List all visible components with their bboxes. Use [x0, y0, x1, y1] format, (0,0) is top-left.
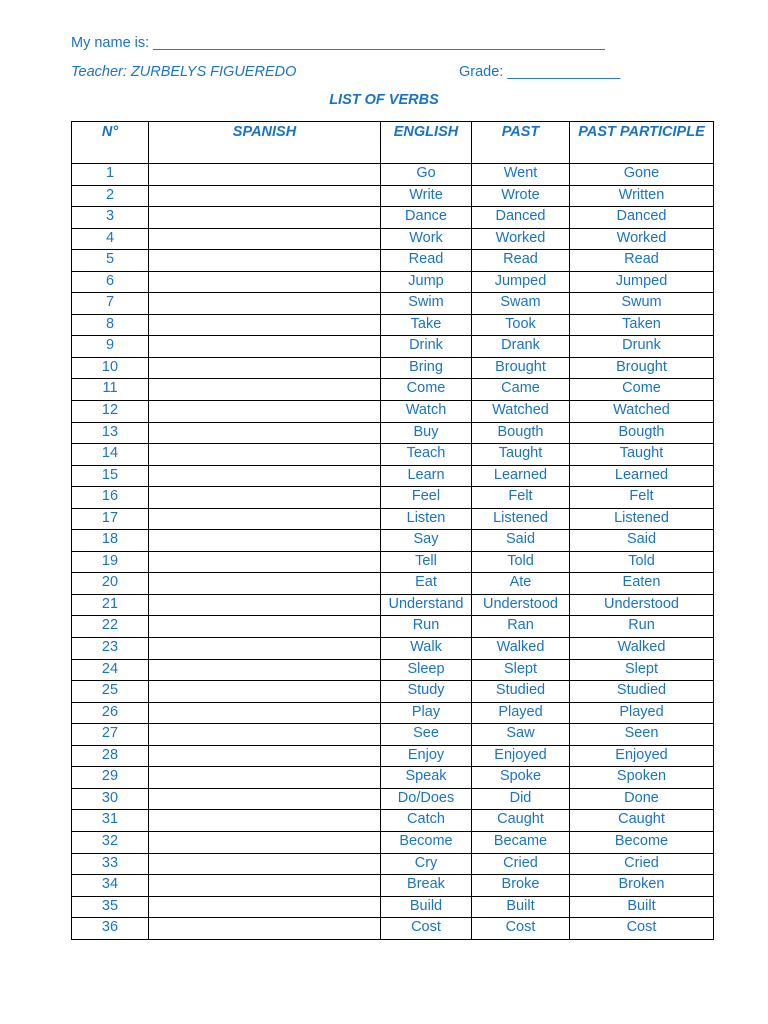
- table-row: [72, 422, 714, 444]
- english-cell: Jump: [381, 271, 472, 293]
- row-number: 35: [72, 896, 149, 918]
- english-cell: Become: [381, 831, 472, 853]
- past-cell: Caught: [472, 810, 570, 832]
- spanish-cell[interactable]: [149, 336, 381, 358]
- english-cell: Bring: [381, 357, 472, 379]
- past-participle-cell: Read: [570, 250, 714, 272]
- english-cell: Do/Does: [381, 788, 472, 810]
- past-participle-cell: Become: [570, 831, 714, 853]
- past-cell: Walked: [472, 638, 570, 660]
- row-number: 36: [72, 918, 149, 940]
- spanish-cell[interactable]: [149, 594, 381, 616]
- english-cell: Buy: [381, 422, 472, 444]
- past-cell: Played: [472, 702, 570, 724]
- row-number: 24: [72, 659, 149, 681]
- spanish-cell[interactable]: [149, 659, 381, 681]
- past-participle-cell: Watched: [570, 401, 714, 423]
- row-number: 19: [72, 551, 149, 573]
- spanish-cell[interactable]: [149, 487, 381, 509]
- past-cell: Ran: [472, 616, 570, 638]
- past-cell: Understood: [472, 594, 570, 616]
- row-number: 34: [72, 875, 149, 897]
- verbs-table: [71, 121, 714, 940]
- spanish-cell[interactable]: [149, 896, 381, 918]
- past-participle-cell: Listened: [570, 508, 714, 530]
- row-number: 13: [72, 422, 149, 444]
- table-row: [72, 293, 714, 315]
- past-participle-cell: Learned: [570, 465, 714, 487]
- column-header-past-participle: PAST PARTICIPLE: [570, 122, 714, 164]
- english-cell: Take: [381, 314, 472, 336]
- english-cell: Read: [381, 250, 472, 272]
- spanish-cell[interactable]: [149, 767, 381, 789]
- english-cell: Speak: [381, 767, 472, 789]
- table-row: [72, 271, 714, 293]
- table-row: [72, 702, 714, 724]
- table-row: [72, 164, 714, 186]
- spanish-cell[interactable]: [149, 681, 381, 703]
- row-number: 5: [72, 250, 149, 272]
- past-participle-cell: Caught: [570, 810, 714, 832]
- past-cell: Read: [472, 250, 570, 272]
- table-row: [72, 228, 714, 250]
- past-participle-cell: Spoken: [570, 767, 714, 789]
- table-row: [72, 659, 714, 681]
- past-cell: Drank: [472, 336, 570, 358]
- spanish-cell[interactable]: [149, 185, 381, 207]
- row-number: 4: [72, 228, 149, 250]
- table-row: [72, 875, 714, 897]
- english-cell: Come: [381, 379, 472, 401]
- english-cell: Catch: [381, 810, 472, 832]
- table-row: [72, 465, 714, 487]
- past-participle-cell: Jumped: [570, 271, 714, 293]
- past-cell: Broke: [472, 875, 570, 897]
- name-field-label: My name is: ________________________________________________________: [71, 35, 605, 51]
- spanish-cell[interactable]: [149, 831, 381, 853]
- english-cell: Eat: [381, 573, 472, 595]
- past-participle-cell: Worked: [570, 228, 714, 250]
- table-row: [72, 745, 714, 767]
- past-participle-cell: Slept: [570, 659, 714, 681]
- past-cell: Cost: [472, 918, 570, 940]
- english-cell: Drink: [381, 336, 472, 358]
- past-participle-cell: Danced: [570, 207, 714, 229]
- row-number: 6: [72, 271, 149, 293]
- english-cell: Study: [381, 681, 472, 703]
- page-title: LIST OF VERBS: [329, 92, 439, 108]
- spanish-cell[interactable]: [149, 465, 381, 487]
- english-cell: Write: [381, 185, 472, 207]
- table-row: [72, 314, 714, 336]
- table-row: [72, 853, 714, 875]
- english-cell: Build: [381, 896, 472, 918]
- english-cell: Learn: [381, 465, 472, 487]
- past-participle-cell: Cost: [570, 918, 714, 940]
- spanish-cell[interactable]: [149, 918, 381, 940]
- past-participle-cell: Enjoyed: [570, 745, 714, 767]
- spanish-cell[interactable]: [149, 228, 381, 250]
- row-number: 2: [72, 185, 149, 207]
- spanish-cell[interactable]: [149, 638, 381, 660]
- table-row: [72, 207, 714, 229]
- past-cell: Felt: [472, 487, 570, 509]
- english-cell: Run: [381, 616, 472, 638]
- spanish-cell[interactable]: [149, 401, 381, 423]
- past-participle-cell: Brought: [570, 357, 714, 379]
- row-number: 8: [72, 314, 149, 336]
- past-cell: Enjoyed: [472, 745, 570, 767]
- table-row: [72, 357, 714, 379]
- past-cell: Taught: [472, 444, 570, 466]
- row-number: 27: [72, 724, 149, 746]
- past-participle-cell: Taught: [570, 444, 714, 466]
- table-row: [72, 638, 714, 660]
- past-participle-cell: Built: [570, 896, 714, 918]
- past-cell: Came: [472, 379, 570, 401]
- row-number: 31: [72, 810, 149, 832]
- teacher-label: Teacher: ZURBELYS FIGUEREDO: [71, 64, 297, 80]
- english-cell: Feel: [381, 487, 472, 509]
- row-number: 29: [72, 767, 149, 789]
- spanish-cell[interactable]: [149, 875, 381, 897]
- past-cell: Watched: [472, 401, 570, 423]
- past-participle-cell: Played: [570, 702, 714, 724]
- past-cell: Swam: [472, 293, 570, 315]
- past-cell: Cried: [472, 853, 570, 875]
- row-number: 10: [72, 357, 149, 379]
- past-cell: Went: [472, 164, 570, 186]
- table-row: [72, 336, 714, 358]
- spanish-cell[interactable]: [149, 207, 381, 229]
- row-number: 16: [72, 487, 149, 509]
- past-cell: Built: [472, 896, 570, 918]
- column-header-spanish: SPANISH: [149, 122, 381, 164]
- past-cell: Learned: [472, 465, 570, 487]
- english-cell: Enjoy: [381, 745, 472, 767]
- english-cell: Cost: [381, 918, 472, 940]
- spanish-cell[interactable]: [149, 702, 381, 724]
- row-number: 33: [72, 853, 149, 875]
- english-cell: Say: [381, 530, 472, 552]
- spanish-cell[interactable]: [149, 853, 381, 875]
- english-cell: Dance: [381, 207, 472, 229]
- spanish-cell[interactable]: [149, 422, 381, 444]
- past-participle-cell: Taken: [570, 314, 714, 336]
- table-row: [72, 767, 714, 789]
- table-header-row: [72, 122, 714, 164]
- english-cell: Teach: [381, 444, 472, 466]
- english-cell: Watch: [381, 401, 472, 423]
- spanish-cell[interactable]: [149, 379, 381, 401]
- past-participle-cell: Seen: [570, 724, 714, 746]
- spanish-cell[interactable]: [149, 164, 381, 186]
- english-cell: Tell: [381, 551, 472, 573]
- past-cell: Listened: [472, 508, 570, 530]
- english-cell: Swim: [381, 293, 472, 315]
- table-row: [72, 724, 714, 746]
- grade-field-label: Grade: ______________: [459, 64, 621, 80]
- table-row: [72, 616, 714, 638]
- table-row: [72, 594, 714, 616]
- english-cell: Walk: [381, 638, 472, 660]
- row-number: 7: [72, 293, 149, 315]
- past-cell: Brought: [472, 357, 570, 379]
- row-number: 22: [72, 616, 149, 638]
- spanish-cell[interactable]: [149, 357, 381, 379]
- row-number: 15: [72, 465, 149, 487]
- row-number: 26: [72, 702, 149, 724]
- spanish-cell[interactable]: [149, 616, 381, 638]
- past-participle-cell: Said: [570, 530, 714, 552]
- past-participle-cell: Come: [570, 379, 714, 401]
- past-participle-cell: Walked: [570, 638, 714, 660]
- row-number: 23: [72, 638, 149, 660]
- row-number: 20: [72, 573, 149, 595]
- table-row: [72, 810, 714, 832]
- english-cell: Go: [381, 164, 472, 186]
- past-participle-cell: Swum: [570, 293, 714, 315]
- past-cell: Saw: [472, 724, 570, 746]
- table-row: [72, 444, 714, 466]
- column-header-english: ENGLISH: [381, 122, 472, 164]
- past-cell: Bougth: [472, 422, 570, 444]
- english-cell: Sleep: [381, 659, 472, 681]
- row-number: 17: [72, 508, 149, 530]
- past-cell: Told: [472, 551, 570, 573]
- spanish-cell[interactable]: [149, 788, 381, 810]
- table-row: [72, 487, 714, 509]
- spanish-cell[interactable]: [149, 314, 381, 336]
- table-row: [72, 831, 714, 853]
- english-cell: Play: [381, 702, 472, 724]
- column-header-number: N°: [72, 122, 149, 164]
- past-cell: Slept: [472, 659, 570, 681]
- spanish-cell[interactable]: [149, 271, 381, 293]
- past-cell: Danced: [472, 207, 570, 229]
- past-participle-cell: Understood: [570, 594, 714, 616]
- spanish-cell[interactable]: [149, 508, 381, 530]
- past-participle-cell: Cried: [570, 853, 714, 875]
- row-number: 9: [72, 336, 149, 358]
- row-number: 12: [72, 401, 149, 423]
- row-number: 3: [72, 207, 149, 229]
- past-cell: Wrote: [472, 185, 570, 207]
- past-cell: Studied: [472, 681, 570, 703]
- past-cell: Said: [472, 530, 570, 552]
- row-number: 32: [72, 831, 149, 853]
- spanish-cell[interactable]: [149, 250, 381, 272]
- table-row: [72, 788, 714, 810]
- past-participle-cell: Told: [570, 551, 714, 573]
- table-row: [72, 379, 714, 401]
- past-participle-cell: Run: [570, 616, 714, 638]
- past-participle-cell: Gone: [570, 164, 714, 186]
- row-number: 1: [72, 164, 149, 186]
- table-row: [72, 918, 714, 940]
- english-cell: Listen: [381, 508, 472, 530]
- table-row: [72, 185, 714, 207]
- past-participle-cell: Drunk: [570, 336, 714, 358]
- past-participle-cell: Eaten: [570, 573, 714, 595]
- english-cell: Break: [381, 875, 472, 897]
- past-participle-cell: Felt: [570, 487, 714, 509]
- table-row: [72, 401, 714, 423]
- row-number: 30: [72, 788, 149, 810]
- row-number: 28: [72, 745, 149, 767]
- row-number: 14: [72, 444, 149, 466]
- english-cell: Understand: [381, 594, 472, 616]
- past-cell: Jumped: [472, 271, 570, 293]
- row-number: 11: [72, 379, 149, 401]
- spanish-cell[interactable]: [149, 293, 381, 315]
- past-cell: Became: [472, 831, 570, 853]
- row-number: 25: [72, 681, 149, 703]
- past-cell: Spoke: [472, 767, 570, 789]
- past-participle-cell: Done: [570, 788, 714, 810]
- row-number: 21: [72, 594, 149, 616]
- past-participle-cell: Broken: [570, 875, 714, 897]
- past-cell: Did: [472, 788, 570, 810]
- table-row: [72, 530, 714, 552]
- past-participle-cell: Written: [570, 185, 714, 207]
- past-cell: Took: [472, 314, 570, 336]
- past-cell: Ate: [472, 573, 570, 595]
- spanish-cell[interactable]: [149, 810, 381, 832]
- spanish-cell[interactable]: [149, 551, 381, 573]
- past-participle-cell: Bougth: [570, 422, 714, 444]
- english-cell: Work: [381, 228, 472, 250]
- table-row: [72, 508, 714, 530]
- past-participle-cell: Studied: [570, 681, 714, 703]
- spanish-cell[interactable]: [149, 724, 381, 746]
- spanish-cell[interactable]: [149, 745, 381, 767]
- table-row: [72, 896, 714, 918]
- table-row: [72, 551, 714, 573]
- spanish-cell[interactable]: [149, 444, 381, 466]
- english-cell: Cry: [381, 853, 472, 875]
- row-number: 18: [72, 530, 149, 552]
- spanish-cell[interactable]: [149, 530, 381, 552]
- english-cell: See: [381, 724, 472, 746]
- table-row: [72, 681, 714, 703]
- spanish-cell[interactable]: [149, 573, 381, 595]
- column-header-past: PAST: [472, 122, 570, 164]
- past-cell: Worked: [472, 228, 570, 250]
- table-row: [72, 250, 714, 272]
- table-row: [72, 573, 714, 595]
